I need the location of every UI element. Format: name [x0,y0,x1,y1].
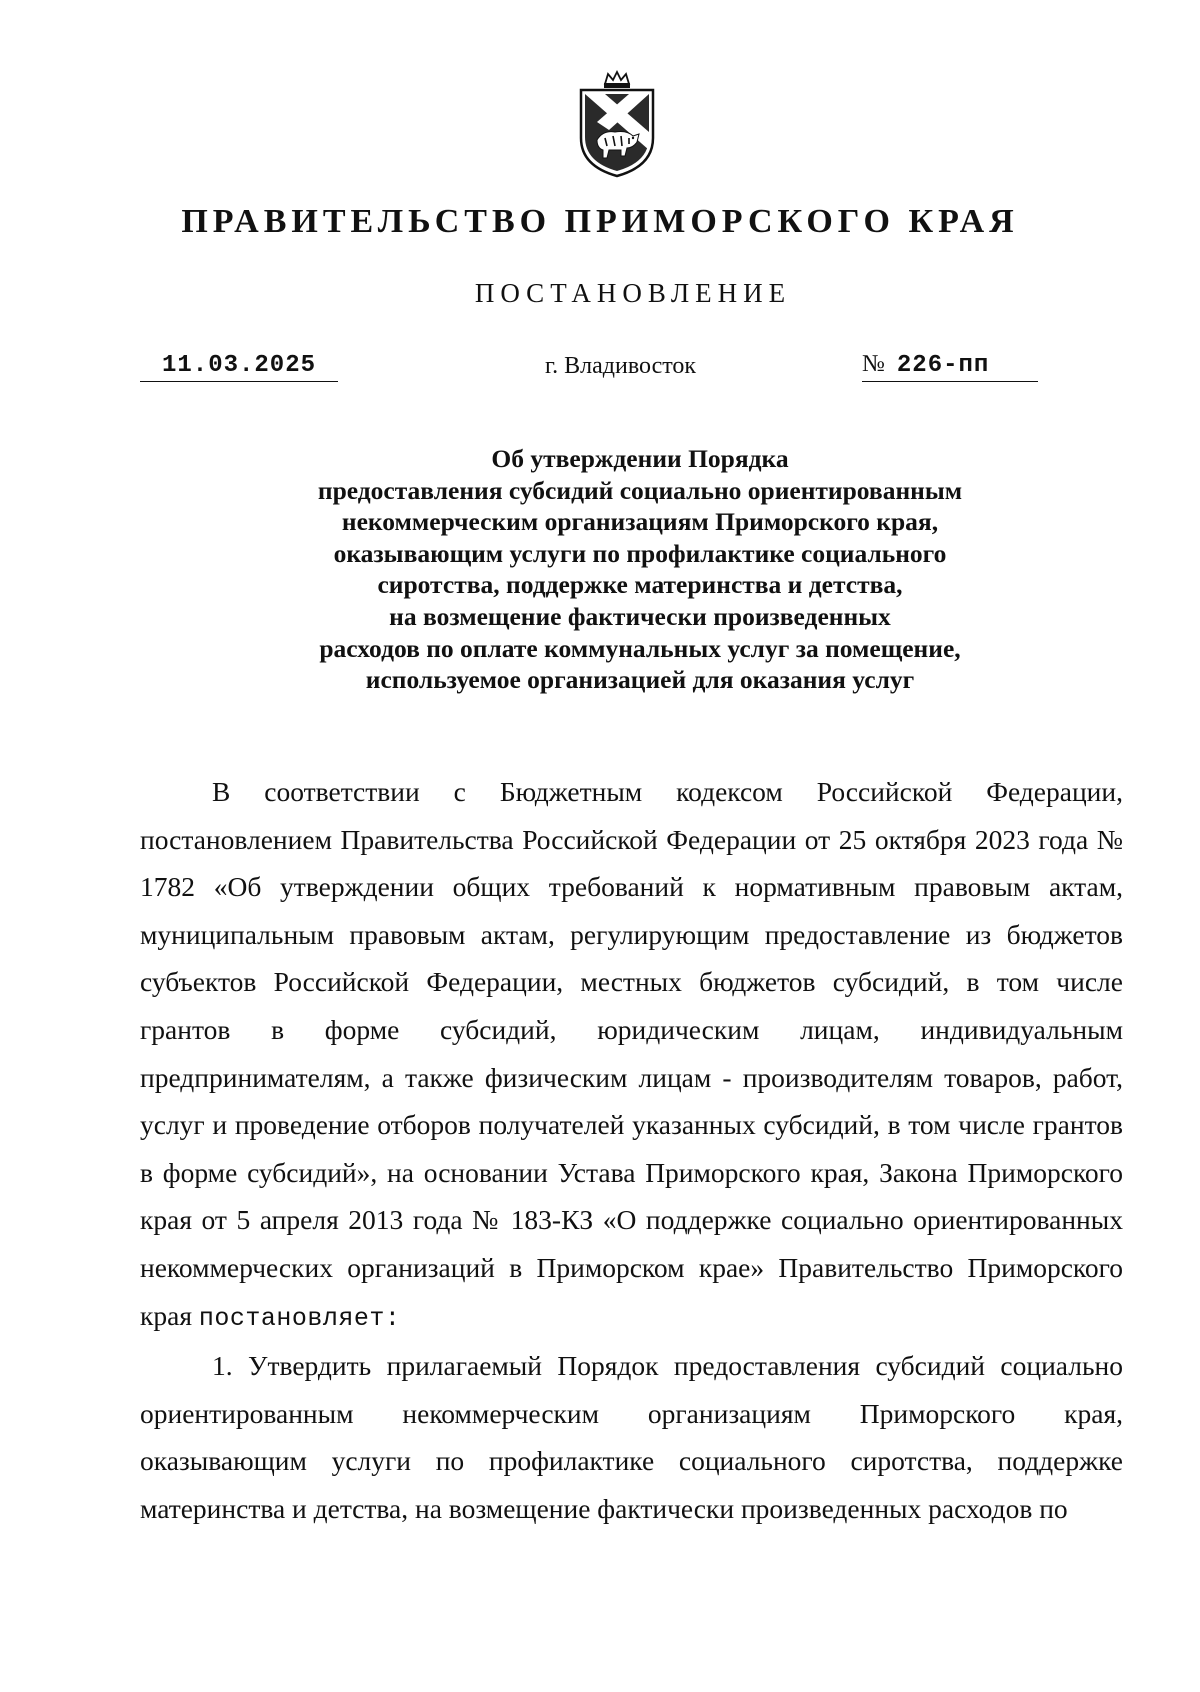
title-line: используемое организацией для оказания услуг [365,665,915,695]
document-number: 226-пп [896,352,990,379]
resolves-word: постановляет: [198,1303,401,1333]
title-line: оказывающим услуги по профилактике социального [333,538,947,568]
title-line: сиротства, поддержке материнства и детства, [377,570,903,600]
title-line: Об утверждении Порядка [491,444,789,473]
document-city: г. Владивосток [545,353,697,379]
preamble-paragraph [140,768,1123,1342]
item-1-paragraph: 1. Утвердить прилагаемый Порядок предоставления субсидий социально ориентированным некоммерческим организациям Приморского края, оказывающим услуги по профилактике социального сиротства, поддержке материнства и детства, на возмещение фактически произведенных расходов по [140,1350,1123,1524]
preamble-text: В соответствии с Бюджетным кодексом Российской Федерации, постановлением Правительства Российской Федерации от 25 октября 2023 года № 1782 «Об утверждении общих требований к нормативным правовым актам, муниципальным правовым актам, регулирующим предоставление из бюджетов субъектов Российской Федерации, местных бюджетов субсидий, в том числе грантов в форме субсидий, юридическим лицам, индивидуальным предпринимателям, а также физическим лицам - производителям товаров, работ, услуг и проведение отборов получателей указанных субсидий, в том числе грантов в форме субсидий», на основании Устава Приморского края, Закона Приморского края от 5 апреля 2013 года № 183-КЗ «О поддержке социально ориентированных некоммерческих организаций в Приморском крае» Правительство Приморского края [140,776,1123,1331]
title-line: на возмещение фактически произведенных [389,601,891,631]
title-line: предоставления субсидий социально ориентированным [317,475,963,505]
document-title [240,443,1040,696]
primorsky-krai-coat-of-arms-icon [575,70,659,180]
organization-name: ПРАВИТЕЛЬСТВО ПРИМОРСКОГО КРАЯ [181,203,1019,240]
document-type: ПОСТАНОВЛЕНИЕ [474,278,792,308]
document-body [140,768,1123,1533]
number-sign: № [862,351,885,377]
document-number-field [862,351,1038,382]
title-line: некоммерческим организациям Приморского края, [341,507,939,537]
document-date: 11.03.2025 [140,352,338,382]
title-line: расходов по оплате коммунальных услуг за помещение, [319,633,961,663]
